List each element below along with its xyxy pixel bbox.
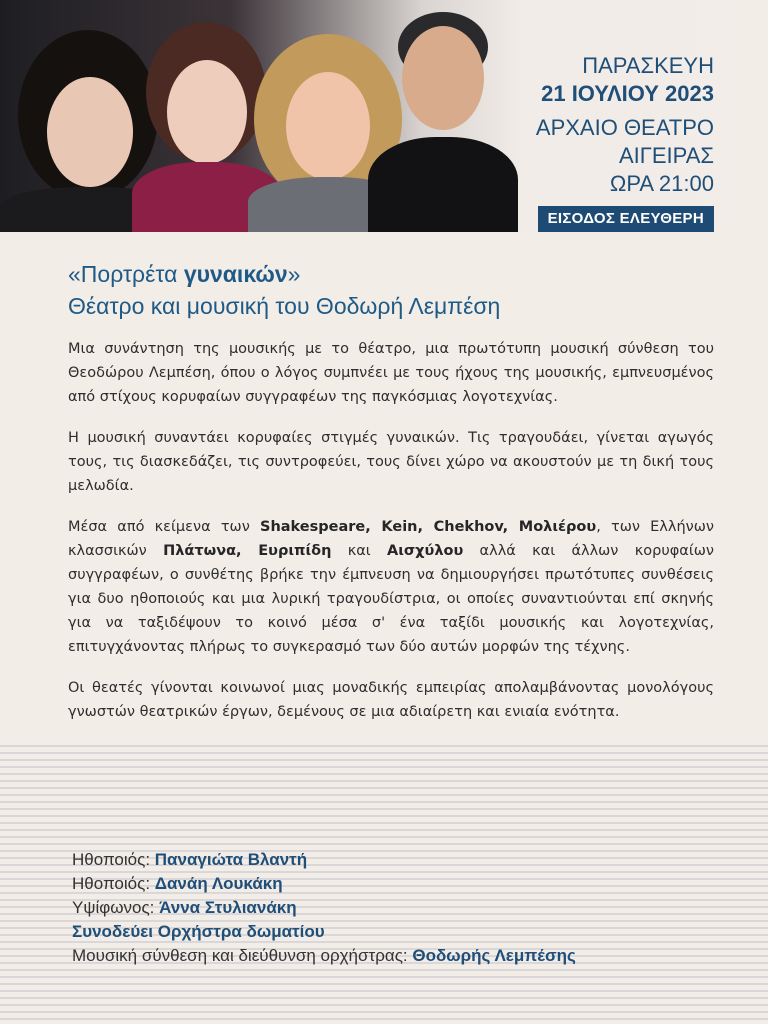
description <box>68 337 714 741</box>
event-info <box>536 52 714 198</box>
subtitle: Θέατρο και μουσική του Θοδωρή Λεμπέση <box>68 293 501 319</box>
credit-row: Ηθοποιός: Παναγιώτα Βλαντή <box>72 850 308 869</box>
portrait-man <box>368 6 518 232</box>
page-title <box>68 258 500 322</box>
credit-row: Συνοδεύει Ορχήστρα δωματίου <box>72 922 325 941</box>
event-venue-line2: ΑΙΓΕΙΡΑΣ <box>618 143 714 168</box>
paragraph-1: Μια συνάντηση της μουσικής με το θέατρο, μια πρωτότυπη μουσική σύνθεση του Θεοδώρου Λεμπέση, όπου ο λόγος συμπνέει με τους ήχους της μουσικής, εμπνευσμένος από στίχους κορυφαίων συγγραφέων της παγκόσμιας λογοτεχνίας. <box>68 341 714 405</box>
title-line: «Πορτρέτα γυναικών» <box>68 261 301 287</box>
event-day: ΠΑΡΑΣΚΕΥΗ <box>582 53 714 78</box>
paragraph-4: Οι θεατές γίνονται κοινωνοί μιας μοναδικής εμπειρίας απολαμβάνοντας μονολόγους γνωστών θεατρικών έργων, δεμένους σε μια αδιαίρετη και ενιαία ενότητα. <box>68 680 714 720</box>
free-entrance-badge: ΕΙΣΟΔΟΣ ΕΛΕΥΘΕΡΗ <box>538 206 714 232</box>
event-time: ΩΡΑ 21:00 <box>609 171 714 196</box>
event-venue-line1: ΑΡΧΑΙΟ ΘΕΑΤΡΟ <box>535 115 714 140</box>
credit-row: Υψίφωνος: Άννα Στυλιανάκη <box>72 898 297 917</box>
credit-row: Ηθοποιός: Δανάη Λουκάκη <box>72 874 283 893</box>
paragraph-2: Η μουσική συναντάει κορυφαίες στιγμές γυναικών. Τις τραγουδάει, γίνεται αγωγός τους, τις διασκεδάζει, τις συντροφεύει, τους δίνει χώρο να ακουστούν με τη δική τους μελωδία. <box>68 430 714 494</box>
credits-list <box>72 848 576 968</box>
credit-row: Μουσική σύνθεση και διεύθυνση ορχήστρας: Θοδωρής Λεμπέσης <box>72 946 576 965</box>
title-emphasis: γυναικών <box>183 261 288 287</box>
paragraph-3: Μέσα από κείμενα των Shakespeare, Kein, Chekhov, Μολιέρου, των Ελλήνων κλασσικών Πλάτωνα, Ευριπίδη και Αισχύλου αλλά και άλλων κορυφαίων συγγραφέων, ο συνθέτης βρήκε την έμπνευση να δημιουργήσει πρωτότυπες συνθέσεις για δυο ηθοποιούς και μια λυρική τραγουδίστρια, οι οποίες συναντιούνται επί σκηνής για να ταξιδέψουν το κοινό μέσα σ' ένα ταξίδι μουσικής και λογοτεχνίας, επιτυγχάνοντας πλήρως το συγκερασμό των δύο αυτών μορφών της τέχνης. <box>68 519 714 655</box>
header-photo-band <box>0 0 768 232</box>
event-date: 21 ΙΟΥΛΙΟΥ 2023 <box>541 81 714 106</box>
